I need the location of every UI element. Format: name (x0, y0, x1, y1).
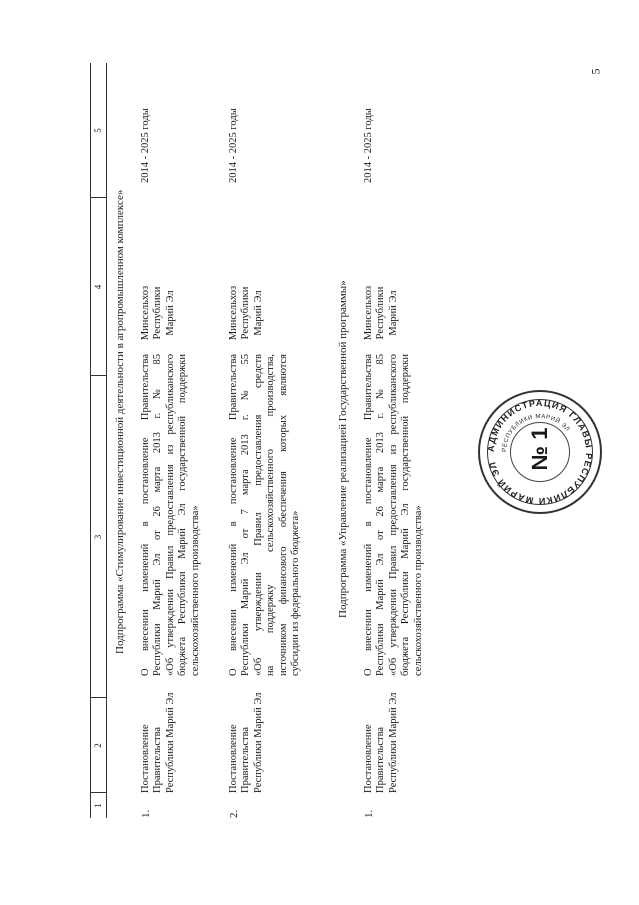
executor: Минсельхоз Республики Марий Эл (228, 285, 264, 341)
rotated-table (90, 63, 500, 818)
row-number: 2. (228, 809, 240, 818)
document-title: О внесении изменений в постановление Правительства Республики Марий Эл от 26 марта 2013 г. № 85 «Об утверждении Правил предоставления из республиканского бюджета Республики Марий Эл государственной поддержки сельскохозяйственного производства» (140, 354, 201, 676)
row-number: 1. (363, 809, 375, 818)
header-bottom-rule (106, 63, 107, 818)
document-type: Постановление Правительства Республики Марий Эл (228, 692, 264, 793)
executor: Минсельхоз Республики Марий Эл (363, 285, 399, 341)
stamp-number: № 1 (527, 427, 552, 471)
column-number: 5 (93, 128, 103, 133)
stamp-outer-text: АДМИНИСТРАЦИЯ ГЛАВЫ РЕСПУБЛИКИ МАРИЙ ЭЛ (485, 397, 595, 507)
column-number: 2 (93, 743, 103, 748)
document-type: Постановление Правительства Республики Марий Эл (363, 692, 399, 793)
document-type: Постановление Правительства Республики Марий Эл (140, 692, 176, 793)
period: 2014 - 2025 годы (228, 108, 239, 183)
document-title: О внесении изменений в постановление Правительства Республики Марий Эл от 7 марта 2013 г. № 55 «Об утверждении Правил предоставления средств на поддержку сельскохозяйственного производства, источником финансового обеспечения которых являются субсидии из федерального бюджета» (228, 354, 301, 676)
executor: Минсельхоз Республики Марий Эл (140, 285, 176, 341)
column-number: 3 (93, 534, 103, 540)
page-number: 5 (588, 68, 603, 75)
stamp-inner-text: РЕСПУБЛИКИ МАРИЙ ЭЛ (501, 413, 571, 453)
period: 2014 - 2025 годы (363, 108, 374, 183)
section-title: Подпрограмма «Стимулирование инвестиционной деятельности в агропромышленном комплексе» (114, 189, 126, 654)
column-number: 1 (93, 803, 103, 808)
table-top-rule (90, 63, 91, 818)
row-number: 1. (140, 809, 152, 818)
column-number: 4 (93, 284, 103, 290)
official-stamp (478, 390, 602, 514)
section-title: Подпрограмма «Управление реализацией Государственной программы» (337, 280, 349, 618)
period: 2014 - 2025 годы (140, 108, 151, 183)
document-title: О внесении изменений в постановление Правительства Республики Марий Эл от 26 марта 2013 г. № 85 «Об утверждении Правил предоставления из республиканского бюджета Республики Марий Эл государственной поддержки сельскохозяйственного производства» (363, 354, 424, 676)
